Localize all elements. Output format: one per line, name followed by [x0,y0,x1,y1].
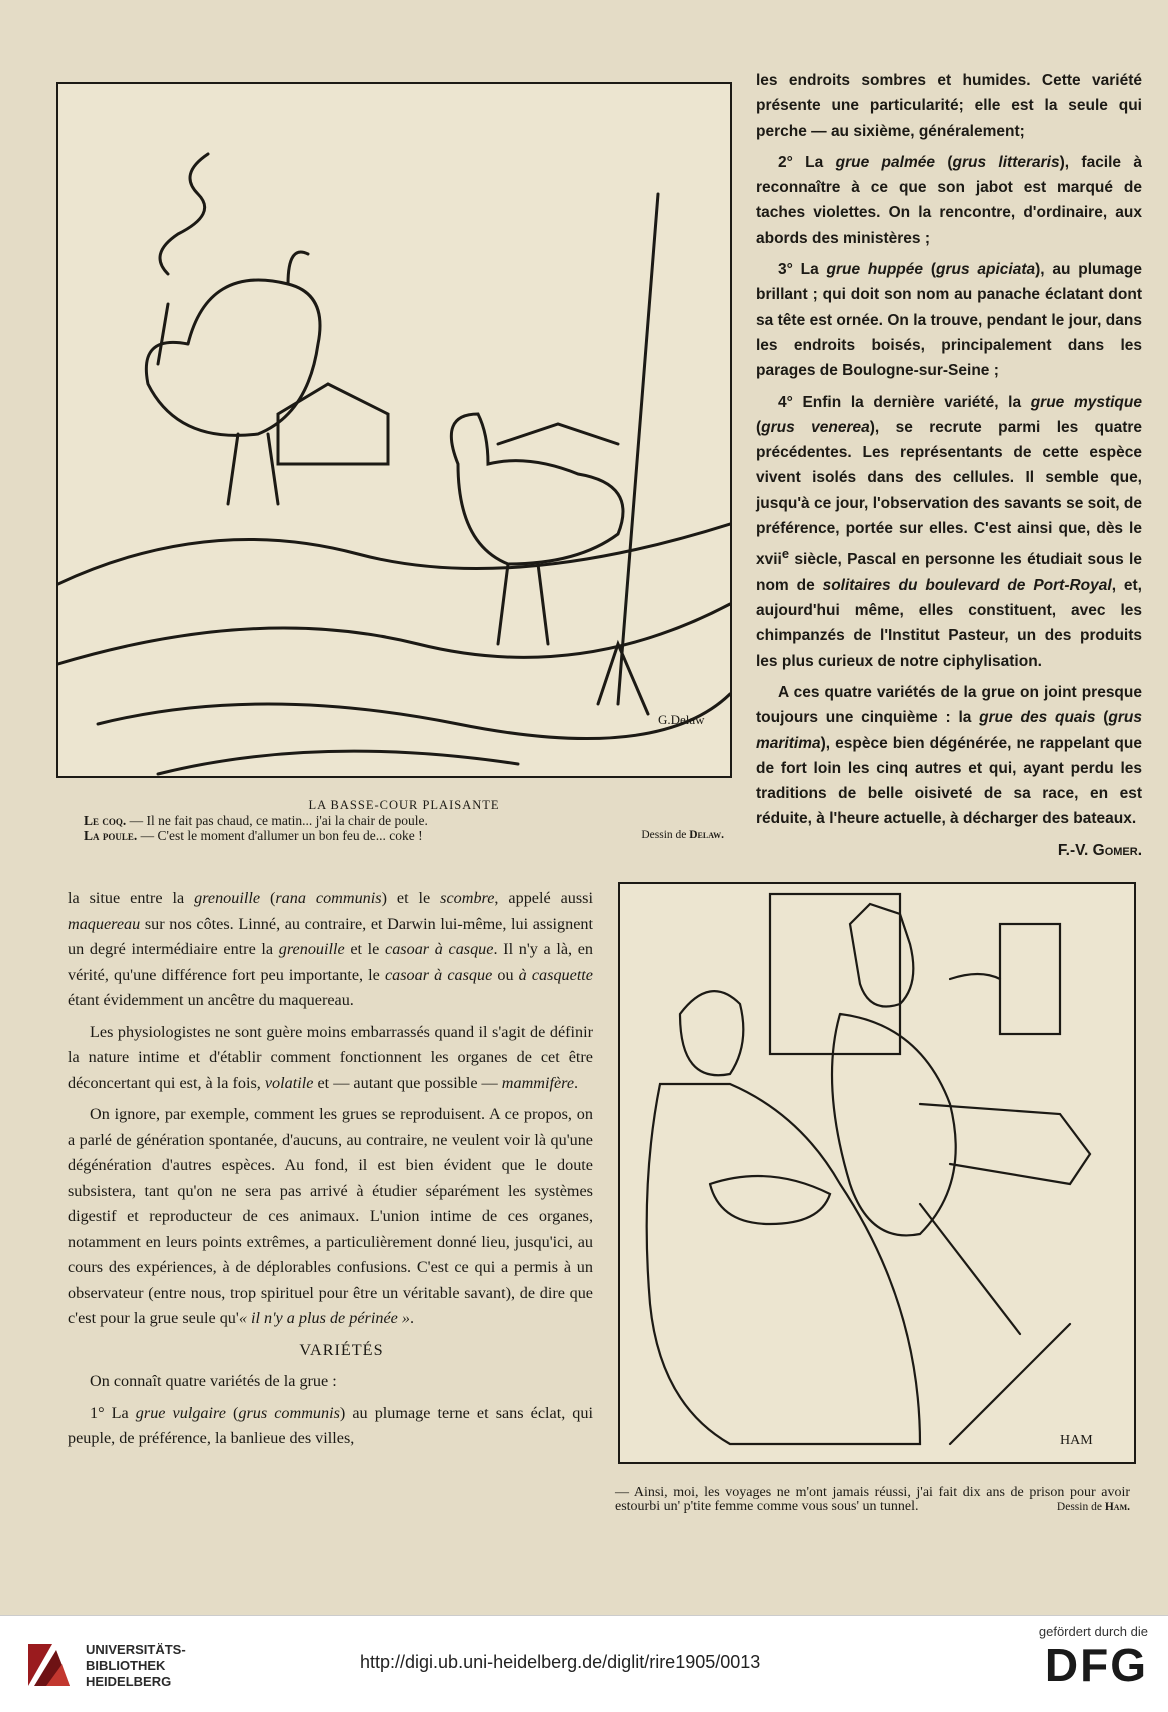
section-heading-varietes: VARIÉTÉS [299,1340,384,1359]
university-library-logo-icon [24,1640,74,1690]
paragraph-l5: 1° La grue vulgaire (grus communis) au plumage terne et sans éclat, qui peuple, de préférence, la banlieue des villes, [68,1403,593,1447]
dfg-logo: DFG [1044,1639,1148,1691]
author-signature: F.-V. Gomer. [1057,841,1142,859]
caption-title: LA BASSE-COUR PLAISANTE [308,798,500,812]
paragraph-r5: A ces quatre variétés de la grue on joint presque toujours une cinquième : la grue des quais (grus maritima), espèce bien dégénérée, ne rappelant que de fort loin les cinq autres et qui, ayant perdu les traditions de belle oisiveté de sa race, en est réduite, à l'heure actuelle, à décharger des bateaux. [756,683,1142,828]
paragraph-l1: la situe entre la grenouille (rana communis) et le scombre, appelé aussi maquereau sur nos côtes. Linné, au contraire, et Darwin lui-même, lui assignent un degré intermédiaire entre la grenouille et le casoar à casque. Il n'y a là, en vérité, qu'une différence fort peu importante, le casoar à casque ou à casquette étant évidemment un ancêtre du maquereau. [68,889,593,1009]
right-text-column [756,68,1142,869]
caption-basse-cour [84,798,724,843]
funded-by-text: gefördert durch die [1038,1624,1148,1639]
credit-ham: Dessin de Ham. [1056,1501,1130,1513]
paragraph-l3: On ignore, par exemple, comment les grues se reproduisent. A ce propos, on a parlé de génération spontanée, d'aucuns, au contraire, ne veulent voir là qu'une dégénération d'autres espèces. Au fond, il est bien évident que le doute subsistera, tant qu'on ne sera pas arrivé à étudier séparément les systèmes digestif et reproducteur de ces animaux. L'union intime de ces organes, notamment en leurs points extrêmes, a particulièrement donné lieu, jusqu'ici, au cours des expériences, à de déplorables confusions. C'est ce qui a permis à un observateur (entre nous, trop spirituel pour être un véritable savant), de dire que c'est pour la grue seule qu'« il n'y a plus de périnée ». [68,1105,593,1327]
caption-line-poule: La poule. — C'est le moment d'allumer un bon feu de... coke ! Dessin de Delaw. [84,828,724,843]
library-name: UNIVERSITÄTS- BIBLIOTHEK HEIDELBERG [86,1642,186,1689]
dfg-funding [998,1624,1148,1706]
rooster-hen-drawing [58,84,730,776]
caption-train-text: — Ainsi, moi, les voyages ne m'ont jamais réussi, j'ai fait dix ans de prison pour avoir estourbi un' p'tite femme comme vous sous' un tunnel. [615,1485,1130,1514]
train-compartment-drawing [620,884,1134,1462]
signature-ham: HAM [1060,1433,1093,1448]
illustration-train [618,882,1136,1464]
source-url[interactable]: http://digi.ub.uni-heidelberg.de/diglit/rire1905/0013 [360,1652,761,1672]
paragraph-r2: 2° La grue palmée (grus litteraris), facile à reconnaître à ce que son jabot est marqué de taches violettes. On la rencontre, d'ordinaire, aux abords des ministères ; [756,153,1143,247]
left-text-column [68,886,593,1458]
paragraph-r3: 3° La grue huppée (grus apiciata), au plumage brillant ; qui doit son nom au panache éclatant dont sa tête est ornée. On la trouve, pendant le jour, dans les endroits boisés, principalement dans les parages de Boulogne-sur-Seine ; [756,261,1143,380]
paragraph-l2: Les physiologistes ne sont guère moins embarrassés quand il s'agit de définir la nature intime et d'établir comment fonctionnent les organes de cet être déconcertant qui est, à la fois, volatile et — autant que possible — mammifère. [68,1022,593,1092]
caption-line-coq: Le coq. — Il ne fait pas chaud, ce matin... j'ai la chair de poule. [84,813,428,828]
library-brand [24,1638,244,1698]
signature-delaw: G.Delaw [658,712,705,727]
digitization-footer [0,1615,1168,1712]
illustration-basse-cour [56,82,732,778]
caption-train [615,1486,1130,1514]
credit-delaw: Dessin de Delaw. [641,829,724,841]
paragraph-l4: On connaît quatre variétés de la grue : [90,1372,337,1390]
paragraph-r1: les endroits sombres et humides. Cette variété présente une particularité; elle est la seule qui perche — au sixième, généralement; [756,72,1142,140]
paragraph-r4: 4° Enfin la dernière variété, la grue mystique (grus venerea), se recrute parmi les quatre précédentes. Les représentants de cette espèce vivent isolés dans des cellules. Il semble que, jusqu'à ce jour, l'observation des savants se soit, de préférence, portée sur elles. C'est ainsi que, dès le xvii$^e$ siècle, Pascal en personne les étudiait sous le nom de solitaires du boulevard de Port-Royal, et, aujourd'hui même, elles constituent, avec les chimpanzés de l'Institut Pasteur, un des produits les plus curieux de notre ciphylisation. [756,393,1143,670]
